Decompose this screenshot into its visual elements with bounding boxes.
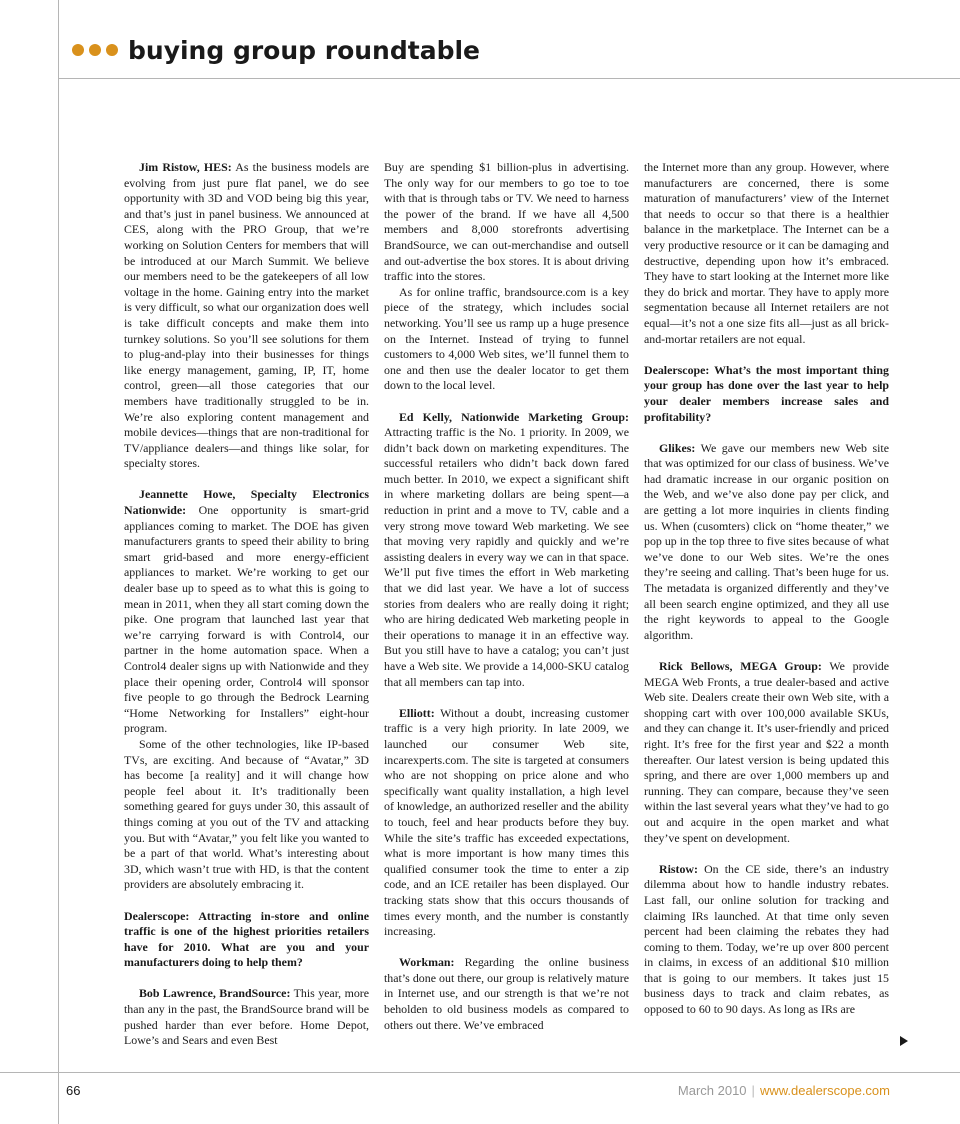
paragraph: [384, 160, 629, 285]
continue-arrow-icon: [900, 1036, 908, 1046]
section-title: buying group roundtable: [128, 35, 480, 65]
paragraph-text: Some of the other technologies, like IP-based TVs, are exciting. And because of “Avatar,” 3D has become [a reality] and it will change how people feel about it. It’s traditionally been something geared for guys under 30, this assault of things coming at you out of the TV and attacking you. But with “Avatar,” you felt like you wanted to be a part of that world. What’s interesting about 3D, which wasn’t true with HD, is that the content providers are absolutely embracing it.: [124, 736, 369, 892]
paragraph: [644, 659, 889, 846]
speaker-name: Bob Lawrence, BrandSource:: [139, 986, 291, 1001]
paragraph-text: Buy are spending $1 billion-plus in advertising. The only way for our members to go toe to toe with that is through tabs or TV. We need to harness the power of the brand. If we have all 4,500 members and 8,000 storefronts advertising BrandSource, we can out-merchandise and outsell and out-advertise the box stores. It is about driving traffic into the stores.: [384, 160, 629, 284]
paragraph-text: This year, more than any in the past, the BrandSource brand will be pushed harder than ever before. Home Depot, Lowe’s and Sears and even Best: [124, 986, 370, 1048]
paragraph: [384, 706, 629, 940]
website-link[interactable]: www.dealerscope.com: [759, 1083, 890, 1098]
dot-icon: [106, 44, 118, 56]
speaker-name: Workman:: [399, 955, 455, 970]
speaker-name: Ed Kelly, Nationwide Marketing Group:: [399, 409, 629, 424]
speaker-name: Jim Ristow, HES:: [139, 160, 232, 174]
paragraph-text: On the CE side, there’s an industry dilemma about how to handle industry rebates. Last fall, our online solution for tracking and claiming IRs launched. At that time only seven percent had been claiming the rebates they had coming to them. Today, we’re up over 800 percent in claims, in excess of an additional $10 million that is going to our members. It takes just 15 business days to track and claim rebates, as opposed to 60 to 90 days. As long as IRs are: [644, 861, 889, 1017]
paragraph: [124, 487, 369, 737]
paragraph: [384, 955, 629, 1033]
page-number: 66: [66, 1083, 81, 1098]
paragraph: [384, 410, 629, 691]
paragraph-text: We gave our members new Web site that was optimized for our class of business. We’ve had dramatic increase in our organic position on the Web, and we’ve also done pay per click, and are getting a lot more inquiries in clients finding us. When (cusomters) click on “home theater,” we pop up in the top three to five sites because of what we’ve done to our Web sites. We’re the ones they’re seeing and calling. That’s been huge for us. The metadata is organized differently and they’ve all been search engine optimized, and they all use the right keywords to appeal to the Google algorithm.: [644, 440, 889, 642]
article-column-2: [384, 160, 629, 1033]
footer-separator: |: [751, 1083, 755, 1098]
speaker-name: Rick Bellows, MEGA Group:: [659, 659, 822, 673]
paragraph: [644, 862, 889, 1018]
article-column-3: [644, 160, 889, 1018]
footer-info: [678, 1083, 890, 1098]
paragraph-text: As the business models are evolving from just pure flat panel, we do see opportunity with 3D and VOD being big this year, and that’s just in panel business. We announced at CES, along with the PRO Group, that we’re working on Solution Centers for members that will be introduced at our March Summit. We believe our members need to be the gatekeepers of all low voltage in the home. Gaining entry into the market is very difficult, so what our organization does well is take difficult concepts and make them into turnkey solutions. So you’ll see solutions for them to plug-and-play into their businesses for things like energy management, gaming, IP, IT, home control, green—all those categories that our members have traditionally struggled to be in. We’re also exploring content management and mobile devices—things that are non-traditional for TV/appliance dealers—and things like solar, for specialty stores.: [124, 160, 369, 471]
header-divider: [58, 78, 960, 79]
dot-icon: [89, 44, 101, 56]
paragraph: [384, 285, 629, 394]
bullet-dots-icon: [72, 44, 118, 56]
dot-icon: [72, 44, 84, 56]
speaker-name: Glikes:: [659, 440, 696, 455]
speaker-name: Elliott:: [399, 705, 435, 720]
interview-question: Dealerscope: Attracting in-store and online traffic is one of the highest priorities retailers have for 2010. What are you and your manufacturers doing to help them?: [124, 908, 369, 970]
left-margin-rule: [58, 0, 59, 1124]
section-header: [72, 30, 480, 70]
paragraph: [124, 737, 369, 893]
issue-date: March 2010: [677, 1083, 747, 1098]
paragraph: [644, 160, 889, 347]
paragraph-text: the Internet more than any group. However, where manufacturers are concerned, there is some maturation of manufacturers’ view of the Internet that needs to occur so that there is a healthier balance in the marketplace. The Internet can be a very productive resource or it can be damaging and destructive, depending upon how it’s embraced. They have to start looking at the Internet more like they do brick and mortar. They have to apply more segmentation because all Internet retailers are not equal—it’s not a one size fits all—just as all brick-and-mortar retailers are not equal.: [644, 160, 889, 346]
paragraph: [644, 441, 889, 644]
paragraph-text: One opportunity is smart-grid appliances coming to market. The DOE has given manufacturers grants to speed their ability to bring smart grid-based and more energy-efficient appliances to market. We’re working to get our dealer base up to speed as to what this is going to mean in 2011, when they all start coming down the pike. One program that launched last year that we’re carrying forward is with Control4, our partner in the home automation space. When a Control4 dealer signs up with Nationwide and they place their opening order, Control4 will sponsor five people to go through the Bedrock Learning “Home Networking for Installers” eight-hour program.: [124, 503, 369, 736]
paragraph-text: We provide MEGA Web Fronts, a true dealer-based and active Web site. Dealers create their own Web site, with a shopping cart with over 100,000 available SKUs, and they can change it. It’s user-friendly and priced right. It’s free for the first year and $22 a month thereafter. Our latest version is being updated this spring, and there are over 1,000 members up and running. They can compare, because they’ve seen within the last several years what they’ve had to go out and acquire in the open market and what they’ve spent on development.: [644, 659, 889, 845]
article-column-1: [124, 160, 369, 1049]
paragraph-text: Regarding the online business that’s done out there, our group is relatively mature in Internet use, and our strength is that we’re not beholden to old business models as compared to others out there. We’ve embraced: [384, 955, 629, 1032]
paragraph-text: Without a doubt, increasing customer traffic is a very high priority. In late 2009, we launched our consumer Web site, incarexperts.com. The site is targeted at consumers who are not shopping on price alone and who specifically want quality installation, a high level of knowledge, an authorized reseller and the ability to touch, feel and hear products before they buy. While the site’s traffic has exceeded expectations, what is more important is how many times this qualified consumer took the time to enter a zip code, and an ICE retailer has been displayed. Our tracking stats show that this occurs thousands of times every month, and the number is constantly increasing.: [384, 705, 629, 939]
footer-divider: [0, 1072, 960, 1073]
interview-question: Dealerscope: What’s the most important thing your group has done over the last year to help your dealer members increase sales and profitability?: [644, 362, 889, 424]
paragraph-text: As for online traffic, brandsource.com is a key piece of the strategy, which includes social networking. You’ll see us ramp up a huge presence on the Internet. Instead of trying to funnel customers to 4,000 Web sites, we’ll funnel them to one and then use the dealer locator to get them down to the local level.: [384, 284, 629, 393]
paragraph: [124, 160, 369, 472]
paragraph-text: Attracting traffic is the No. 1 priority. In 2009, we didn’t back down on marketing expenditures. The successful retailers who didn’t back down fared much better. In 2010, we expect a significant shift in where marketing dollars are being spent—a reduction in print and a move to TV, cable and a very strong move toward Web marketing. We see that moving very rapidly and quickly and we’re assisting dealers in every way we can in that space. We’ll put five times the effort in Web marketing that we did last year. We have a lot of success stories from dealers who are really doing it right; who are hiring dedicated Web marketing people in their operations to manage it in an effective way. But you still have to have a catalog; you can’t just have a Web site. We provide a 14,000-SKU catalog that all members can tap into.: [384, 425, 629, 689]
paragraph: [124, 986, 369, 1048]
speaker-name: Ristow:: [659, 861, 698, 876]
speaker-name: Jeannette Howe, Specialty Electronics Nationwide:: [124, 487, 369, 518]
